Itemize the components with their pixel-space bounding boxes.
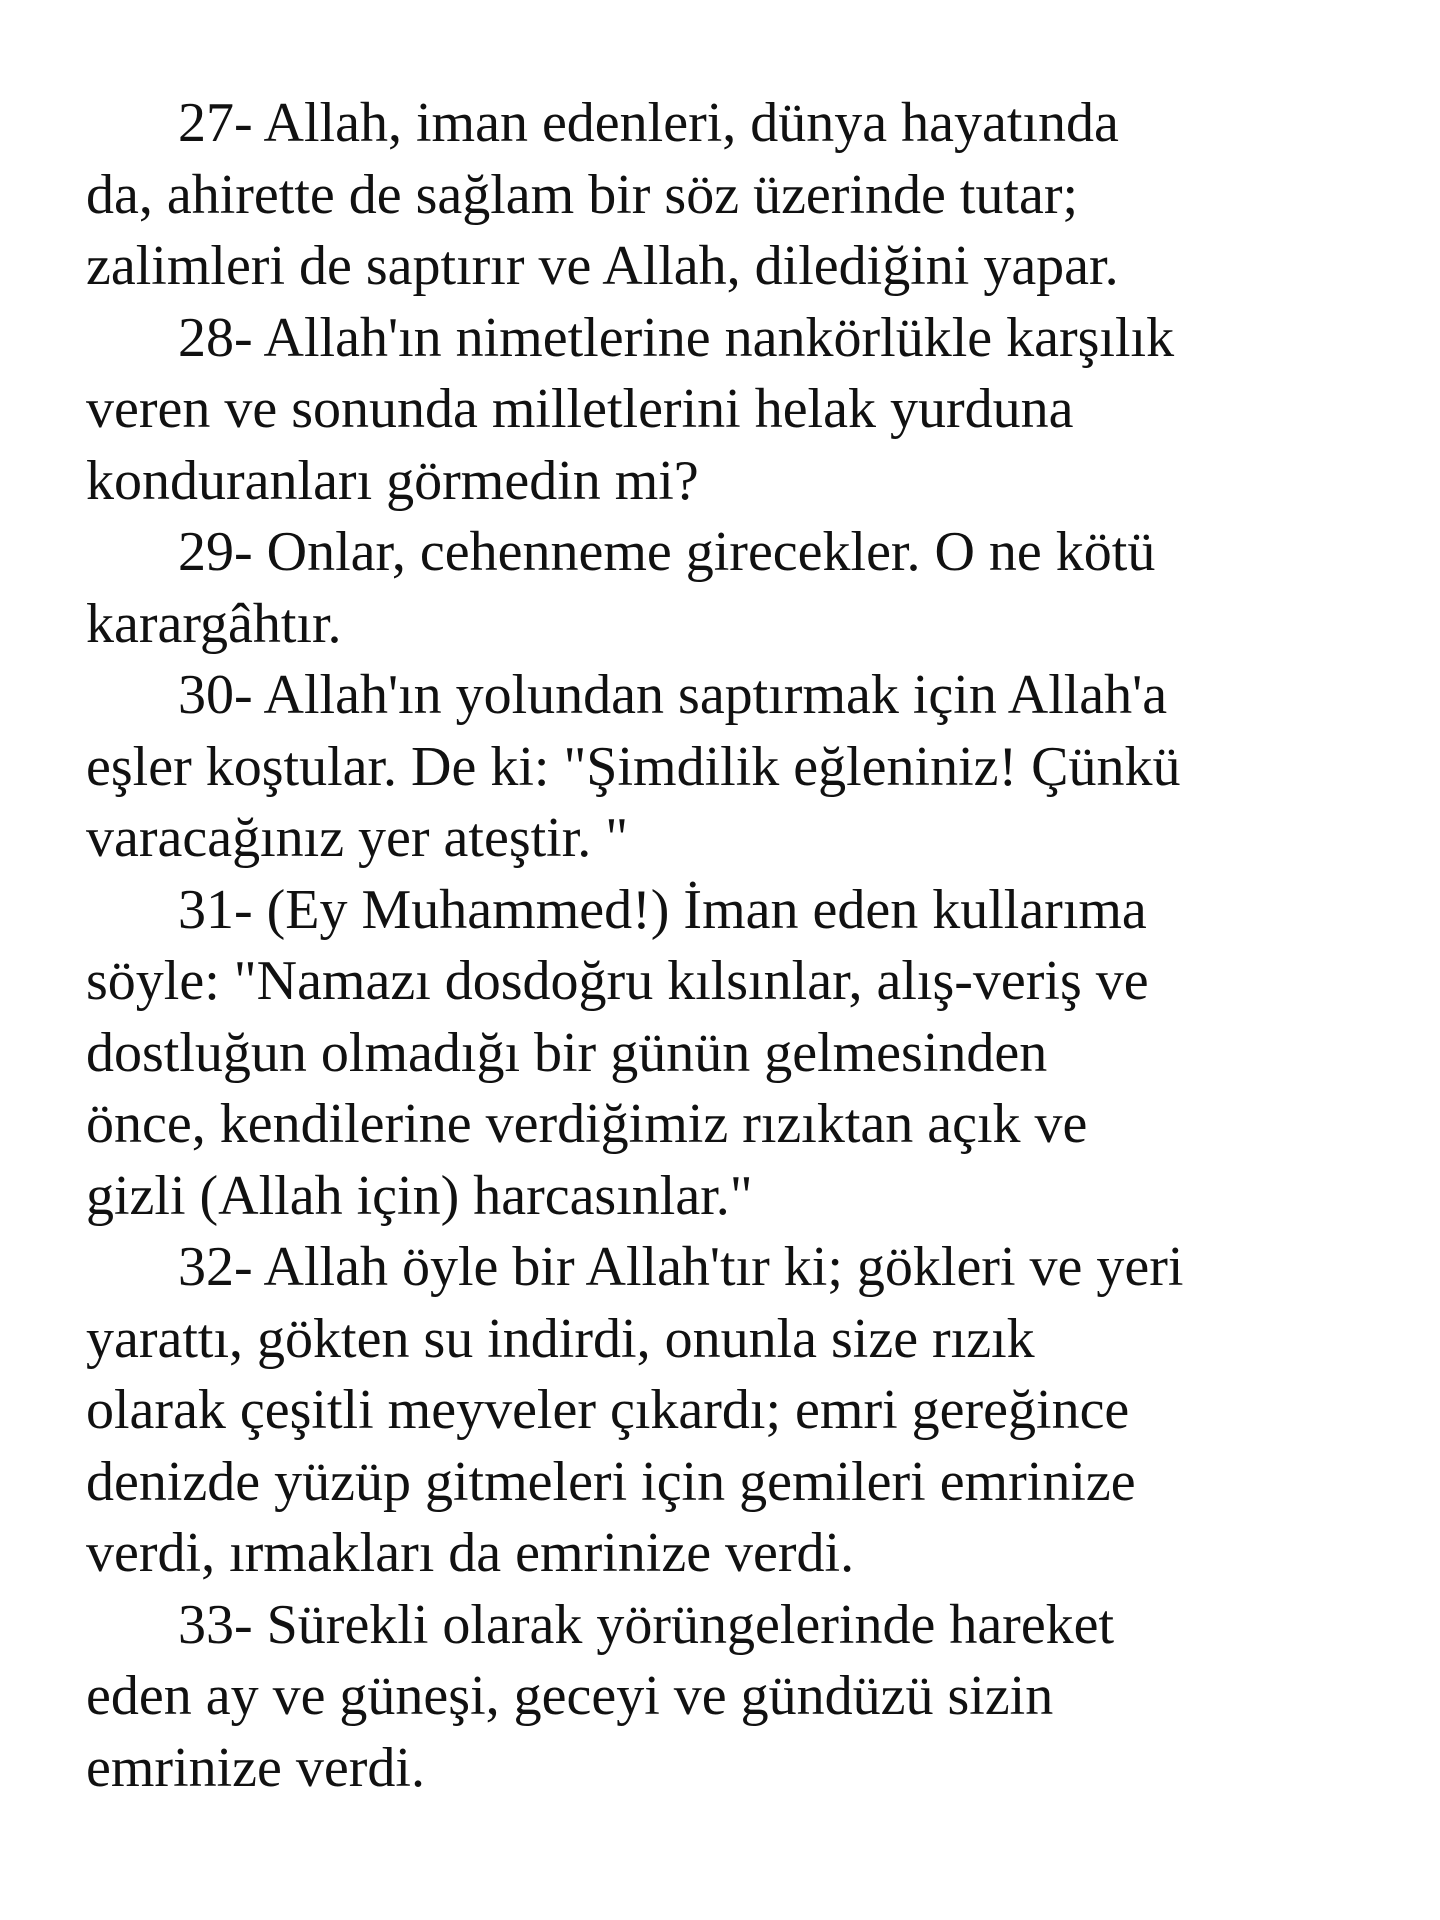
verse-27: 27- Allah, iman edenleri, dünya hayatında da, ahirette de sağlam bir söz üzerinde tutar; zalimleri de saptırır ve Allah, dilediğini yapar. — [86, 92, 1119, 297]
verse-33: 33- Sürekli olarak yörüngelerinde hareket eden ay ve güneşi, geceyi ve gündüzü sizin emrinize verdi. — [86, 1593, 1115, 1799]
verse-31: 31- (Ey Muhammed!) İman eden kullarıma söyle: "Namazı dosdoğru kılsınlar, alış-veriş ve dostluğun olmadığı bir günün gelmesinden önce, kendilerine verdiğimiz rızıktan açık ve gizli (Allah için) harcasınlar." — [86, 878, 1149, 1227]
document-page — [86, 88, 1386, 1804]
verse-29: 29- Onlar, cehenneme girecekler. O ne kötü karargâhtır. — [86, 521, 1156, 655]
verse-28: 28- Allah'ın nimetlerine nankörlükle karşılık veren ve sonunda milletlerini helak yurduna konduranları görmedin mi? — [86, 306, 1175, 512]
verse-30: 30- Allah'ın yolundan saptırmak için Allah'a eşler koştular. De ki: "Şimdilik eğleniniz! Çünkü varacağınız yer ateştir. " — [86, 664, 1181, 869]
verse-32: 32- Allah öyle bir Allah'tır ki; gökleri ve yeri yarattı, gökten su indirdi, onunla size rızık olarak çeşitli meyveler çıkardı; emri gereğince denizde yüzüp gitmeleri için gemileri emrinize verdi, ırmakları da emrinize verdi. — [86, 1236, 1184, 1584]
